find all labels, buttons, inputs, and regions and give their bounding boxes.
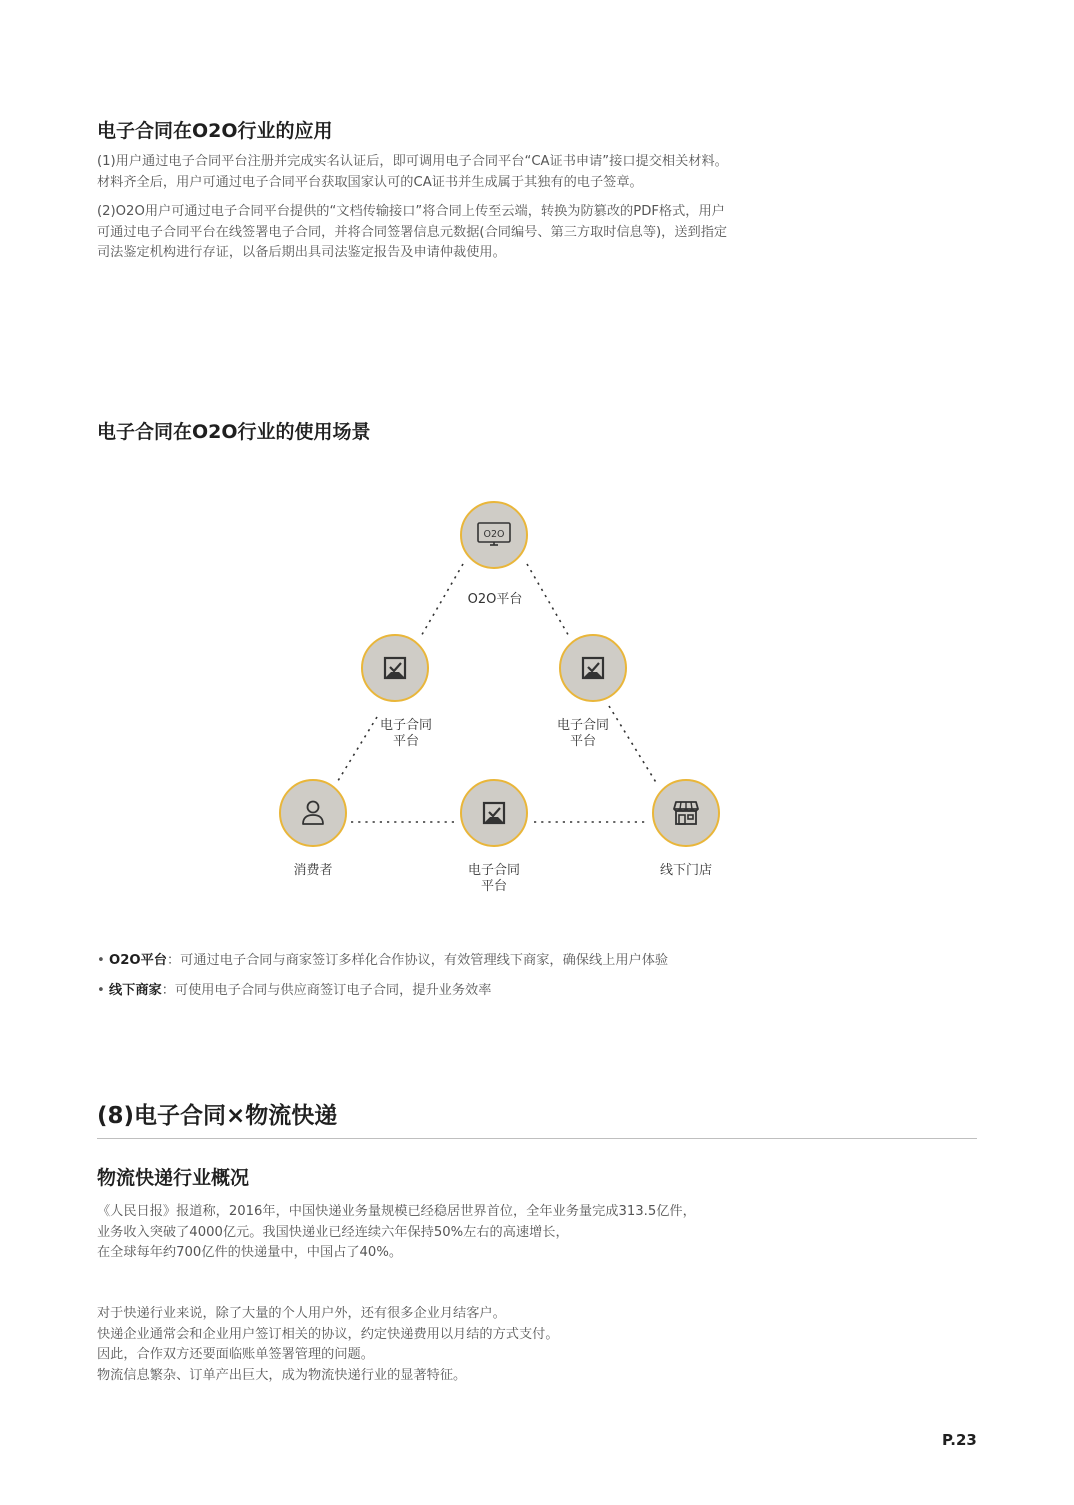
contract-check-icon [481,800,507,826]
bullet-text: ：可使用电子合同与供应商签订电子合同，提升业务效率 [161,983,492,998]
text-line: 《人民日报》报道称，2016年，中国快递业务量规模已经稳居世界首位，全年业务量完成313.5亿件， [97,1204,696,1219]
text-line: 业务收入突破了4000亿元。我国快递业已经连续六年保持50%左右的高速增长， [97,1224,569,1240]
bullet-dot: • [97,953,109,968]
node-offline-store [652,779,720,847]
monitor-screen-text: O2O [483,529,505,540]
text-line: (1)用户通过电子合同平台注册并完成实名认证后，即可调用电子合同平台“CA证书申请”接口提交相关材料。 [97,154,728,169]
label-line: 平台 [480,879,507,894]
label-line: 电子合同 [556,718,609,733]
text-line: 物流信息繁杂、订单产出巨大，成为物流快递行业的显著特征。 [97,1367,467,1383]
node-contract-platform-bottom [460,779,528,847]
label-contract-platform-right [523,718,643,750]
connector-top-left [420,564,463,638]
connector-right-bottom [609,706,657,784]
text-line: 对于快递行业来说，除了大量的个人用户外，还有很多企业月结客户。 [97,1306,506,1321]
text-line: 因此，合作双方还要面临账单签署管理的问题。 [97,1347,374,1362]
bullet-term: 线下商家 [108,983,162,998]
label-contract-platform-left [346,718,466,750]
label-contract-platform-bottom [434,863,554,895]
label-offline-store: 线下门店 [659,863,712,878]
contract-check-icon [382,655,408,681]
list-item [97,946,668,976]
label-consumer: 消费者 [293,863,333,878]
section-subtitle-logistics-overview: 物流快递行业概况 [97,1167,250,1189]
text-line: 司法鉴定机构进行存证，以备后期出具司法鉴定报告及申请仲裁使用。 [97,245,506,260]
list-item [97,976,668,1006]
section-heading-logistics: (8)电子合同×物流快递 [97,1103,338,1129]
node-o2o-platform [460,501,528,569]
store-icon [671,799,701,827]
node-consumer [279,779,347,847]
paragraph-logistics-stats [97,1202,696,1264]
section-title-o2o-scenario: 电子合同在O2O行业的使用场景 [97,421,371,443]
paragraph-logistics-features [97,1304,559,1386]
page-number: P.23 [942,1431,977,1449]
connector-left-bottom [336,717,377,784]
section-title-o2o-application: 电子合同在O2O行业的应用 [97,120,333,142]
label-line: 电子合同 [467,863,520,878]
bullet-text: ：可通过电子合同与商家签订多样化合作协议，有效管理线下商家，确保线上用户体验 [166,953,669,968]
bullet-dot: • [97,983,109,998]
connector-top-right [527,564,570,638]
label-line: 电子合同 [379,718,432,733]
text-line: (2)O2O用户可通过电子合同平台提供的“文档传输接口”将合同上传至云端，转换为防篡改的PDF格式，用户 [97,204,725,219]
person-icon [300,799,326,827]
label-line: 平台 [392,734,419,749]
node-contract-platform-left [361,634,429,702]
contract-check-icon [580,655,606,681]
label-o2o-platform: O2O平台 [467,592,523,607]
text-line: 快递企业通常会和企业用户签订相关的协议，约定快递费用以月结的方式支付。 [97,1326,559,1342]
text-line: 材料齐全后，用户可通过电子合同平台获取国家认可的CA证书并生成属于其独有的电子签章。 [97,174,643,190]
o2o-monitor-icon [476,520,512,550]
node-contract-platform-right [559,634,627,702]
text-line: 在全球每年约700亿件的快递量中，中国占了40%。 [97,1245,403,1260]
text-line: 可通过电子合同平台在线签署电子合同，并将合同签署信息元数据(合同编号、第三方取时信息等)，送到指定 [97,224,728,240]
bullet-term: O2O平台 [108,953,167,968]
section-divider [97,1138,977,1139]
label-line: 平台 [569,734,596,749]
role-bullet-list [97,946,668,1006]
paragraph-ca-certificate [97,152,728,193]
paragraph-document-upload [97,202,727,264]
